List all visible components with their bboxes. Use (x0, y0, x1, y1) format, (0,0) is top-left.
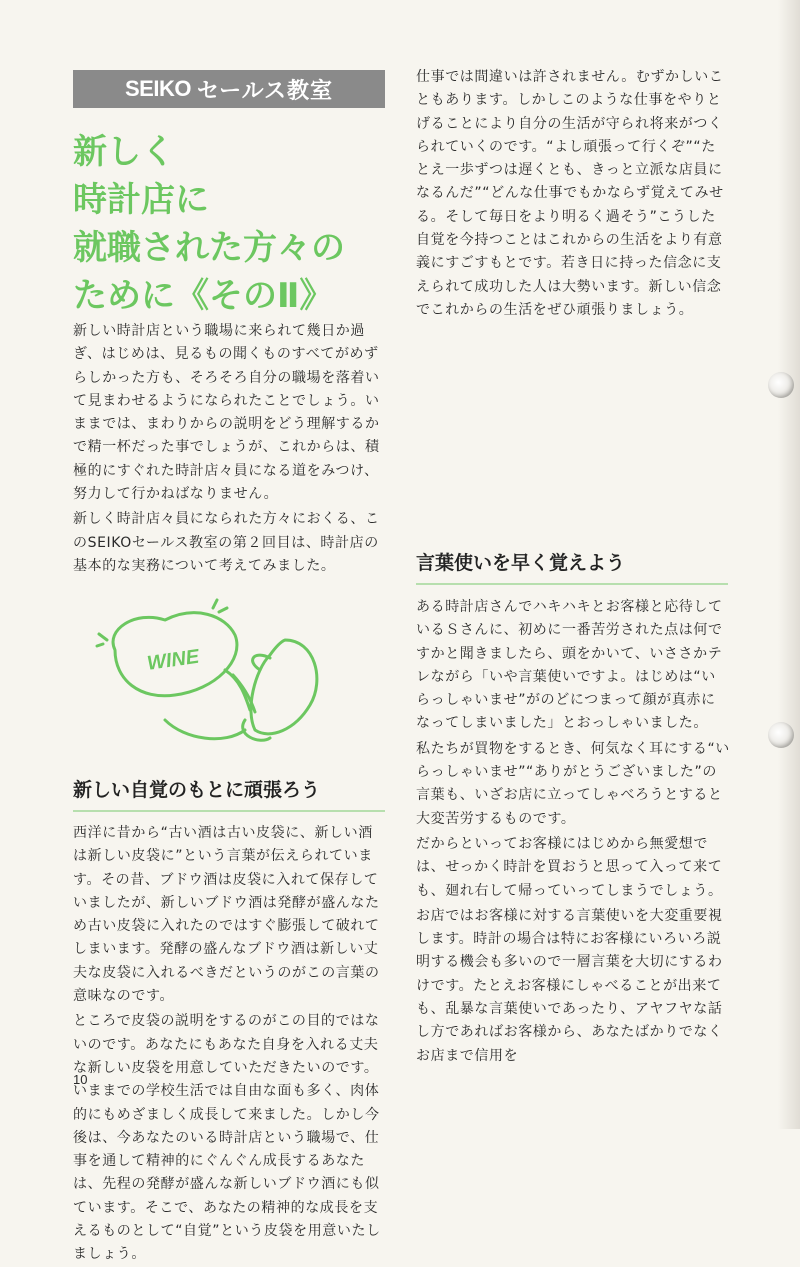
headline-line: 就職された方々の (73, 228, 345, 268)
column-banner (73, 70, 385, 108)
headline-line: ために《そのⅡ》 (73, 276, 334, 316)
body-paragraph: 私たちが買物をするとき、何気なく耳にする“いらっしゃいませ”“ありがとうございました”の言葉も、いざお店に立ってしゃべろうとすると大変苦労するものです。 (416, 740, 730, 827)
page-edge-shadow (778, 0, 800, 1129)
intro-text (73, 320, 385, 580)
seiko-logo-text: SEIKO (125, 76, 191, 101)
body-paragraph: だからといってお客様にはじめから無愛想では、せっかく時計を買おうと思って入って来ても、廻れ右して帰っていってしまうでしょう。 (416, 835, 723, 899)
wine-bag-illustration (95, 600, 325, 750)
section-title: 新しい自覚のもとに頑張ろう (73, 775, 385, 812)
body-paragraph: ある時計店さんでハキハキとお客様と応待しているＳさんに、初めに一番苦労された点は何ですかと聞きましたら、頭をかいて、いささかテレながら「いや言葉使いですよ。はじめは“いらっしゃいませ”がのどにつまって顔が真赤になってしまいました」とおっしゃいました。 (416, 599, 723, 732)
body-paragraph: ところで皮袋の説明をするのがこの目的ではないのです。あなたにもあなた自身を入れる丈夫な新しい皮袋を用意していただきたいのです。いままでの学校生活では自由な面も多く、肉体的にもめざましく成長して来ました。しかし今後は、今あなたのいる時計店という職場で、仕事を通して精神的にぐんぐん成長するあなたは、先程の発酵が盛んな新しいブドウ酒にも似ています。そこで、あなたの精神的な成長を支えるものとして“自覚”という皮袋を用意いたしましょう。 (73, 1013, 381, 1263)
page-number: 10 (73, 1072, 88, 1087)
article-headline (73, 128, 403, 320)
intro-paragraph: 新しく時計店々員になられた方々におくる、このSEIKOセールス教室の第２回目は、時計店の基本的な実務について考えてみました。 (73, 511, 380, 574)
wine-bag-drawing (95, 600, 325, 750)
banner-title: セールス教室 (196, 77, 333, 103)
binder-hole (768, 372, 794, 398)
section1-body-right (416, 66, 730, 324)
binder-hole (768, 722, 794, 748)
headline-line: 新しく (73, 132, 175, 172)
section2-body (416, 596, 730, 1070)
headline-line: 時計店に (73, 180, 209, 220)
section-title: 言葉使いを早く覚えよう (416, 548, 728, 585)
body-paragraph: 仕事では間違いは許されません。むずかしいこともあります。しかしこのような仕事をやりとげることにより自分の生活が守られ将来がつくられていくのです。“よし頑張って行くぞ”“たとえ一歩ずつは遅くとも、きっと立派な店員になるんだ”“どんな仕事でもかならず覚えてみせる。そして毎日をより明るく過そう”こうした自覚を今持つことはこれからの生活をより有意義にすごすもとです。若き日に持った信念に支えられて成功した人は大勢います。新しい信念でこれからの生活をぜひ頑張りましょう。 (416, 69, 724, 318)
wine-label: WINE (145, 645, 201, 675)
section1-body-left (73, 822, 385, 1263)
body-paragraph: 西洋に昔から“古い酒は古い皮袋に、新しい酒は新しい皮袋に”という言葉が伝えられています。その昔、ブドウ酒は皮袋に入れて保存していましたが、新しいブドウ酒は発酵が盛んなため古い皮袋に入れたのではすぐ膨張して破れてしまいます。発酵の盛んなブドウ酒は新しい丈夫な皮袋に入れるべきだというのがこの言葉の意味なのです。 (73, 825, 380, 1005)
intro-paragraph: 新しい時計店という職場に来られて幾日か過ぎ、はじめは、見るもの聞くものすべてがめずらしかった方も、そろそろ自分の職場を落着いて見まわせるようになられたことでしょう。いままでは、まわりからの説明をどう理解するかで精一杯だった事でしょうが、これからは、積極的にすぐれた時計店々員になる道をみつけ、努力して行かねばなりません。 (73, 323, 380, 503)
body-paragraph: お店ではお客様に対する言葉使いを大変重要視します。時計の場合は特にお客様にいろいろ説明する機会も多いので一層言葉を大切にするわけです。たとえお客様にしゃべることが出来ても、乱暴な言葉使いであったり、アヤフヤな話し方であればお客様から、あなたばかりでなくお店まで信用を (416, 907, 723, 1064)
